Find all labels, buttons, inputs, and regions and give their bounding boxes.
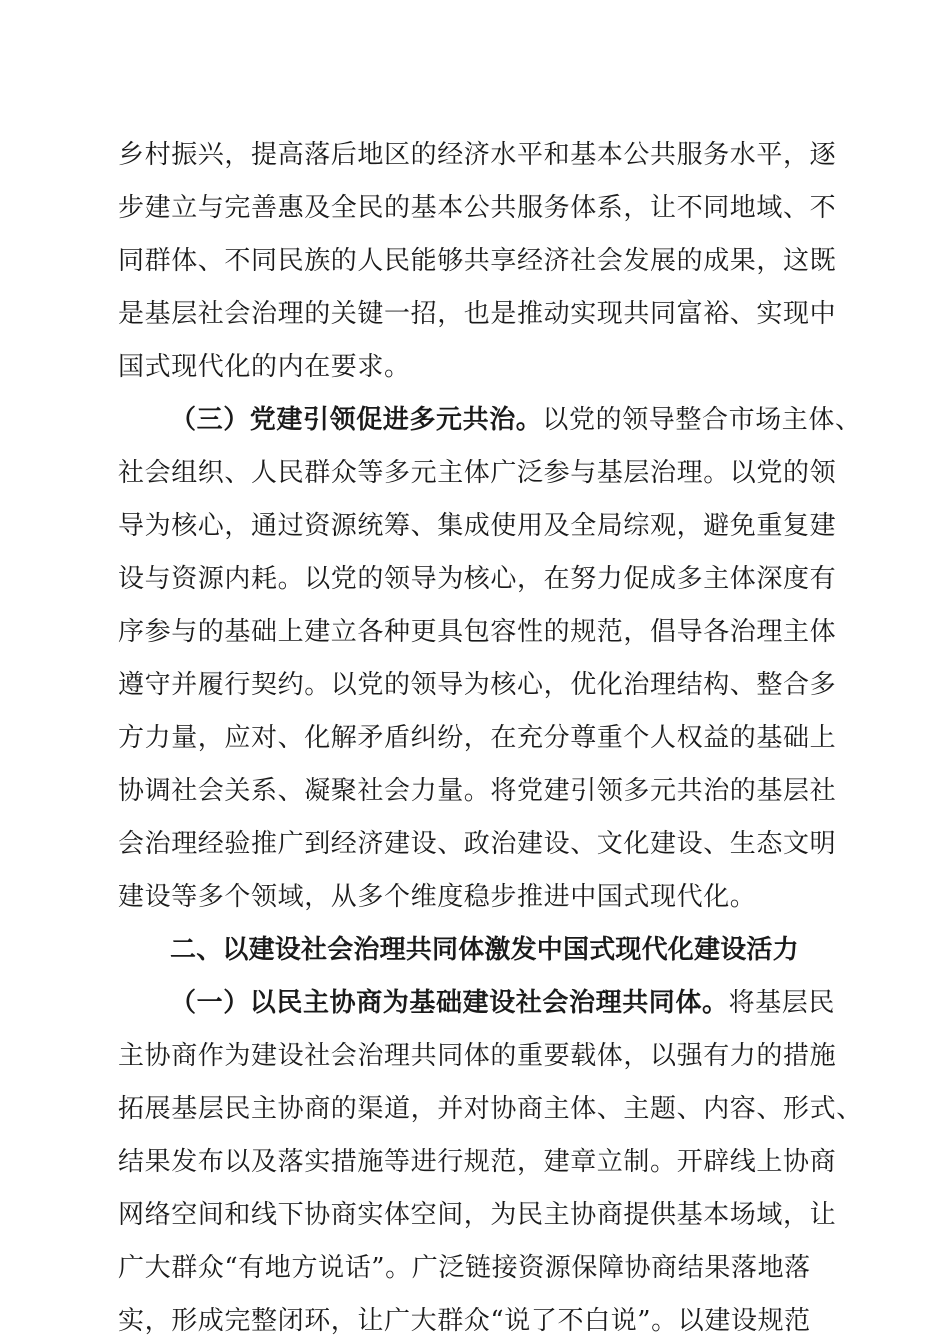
paragraph-line: 乡村振兴，提高落后地区的经济水平和基本公共服务水平，逐	[118, 140, 837, 170]
paragraph-line: 拓展基层民主协商的渠道，并对协商主体、主题、内容、形式、	[118, 1094, 863, 1124]
paragraph-line: 社会组织、人民群众等多元主体广泛参与基层治理。以党的领	[118, 458, 837, 488]
paragraph-line: 方力量，应对、化解矛盾纠纷，在充分尊重个人权益的基础上	[118, 723, 837, 753]
section-lead-1: （一）以民主协商为基础建设社会治理共同体。	[170, 988, 729, 1018]
paragraph-first-line	[170, 987, 890, 1019]
paragraph-line: 广大群众“有地方说话”。广泛链接资源保障协商结果落地落	[118, 1253, 811, 1283]
paragraph-first-line	[170, 404, 890, 436]
paragraph-line: 是基层社会治理的关键一招，也是推动实现共同富裕、实现中	[118, 299, 837, 329]
section-heading: 二、以建设社会治理共同体激发中国式现代化建设活力	[170, 935, 799, 965]
paragraph-line: 同群体、不同民族的人民能够共享经济社会发展的成果，这既	[118, 246, 837, 276]
paragraph-line: 国式现代化的内在要求。	[118, 352, 411, 382]
paragraph-line: 结果发布以及落实措施等进行规范，建章立制。开辟线上协商	[118, 1147, 837, 1177]
paragraph-line: 步建立与完善惠及全民的基本公共服务体系，让不同地域、不	[118, 193, 837, 223]
paragraph-line: 建设等多个领域，从多个维度稳步推进中国式现代化。	[118, 882, 757, 912]
paragraph-line: 实，形成完整闭环，让广大群众“说了不白说”。以建设规范	[118, 1306, 811, 1336]
paragraph-line: 主协商作为建设社会治理共同体的重要载体，以强有力的措施	[118, 1041, 837, 1071]
paragraph-line: 导为核心，通过资源统筹、集成使用及全局综观，避免重复建	[118, 511, 837, 541]
paragraph-line: 遵守并履行契约。以党的领导为核心，优化治理结构、整合多	[118, 670, 837, 700]
paragraph-line: 网络空间和线下协商实体空间，为民主协商提供基本场域，让	[118, 1200, 837, 1230]
paragraph-line: 会治理经验推广到经济建设、政治建设、文化建设、生态文明	[118, 829, 837, 859]
paragraph-line-rest: 将基层民	[728, 988, 836, 1018]
paragraph-line: 协调社会关系、凝聚社会力量。将党建引领多元共治的基层社	[118, 776, 837, 806]
paragraph-line: 设与资源内耗。以党的领导为核心，在努力促成多主体深度有	[118, 564, 837, 594]
paragraph-line-rest: 以党的领导整合市场主体、	[542, 405, 862, 435]
paragraph-line: 序参与的基础上建立各种更具包容性的规范，倡导各治理主体	[118, 617, 837, 647]
section-lead-3: （三）党建引领促进多元共治。	[170, 405, 543, 435]
